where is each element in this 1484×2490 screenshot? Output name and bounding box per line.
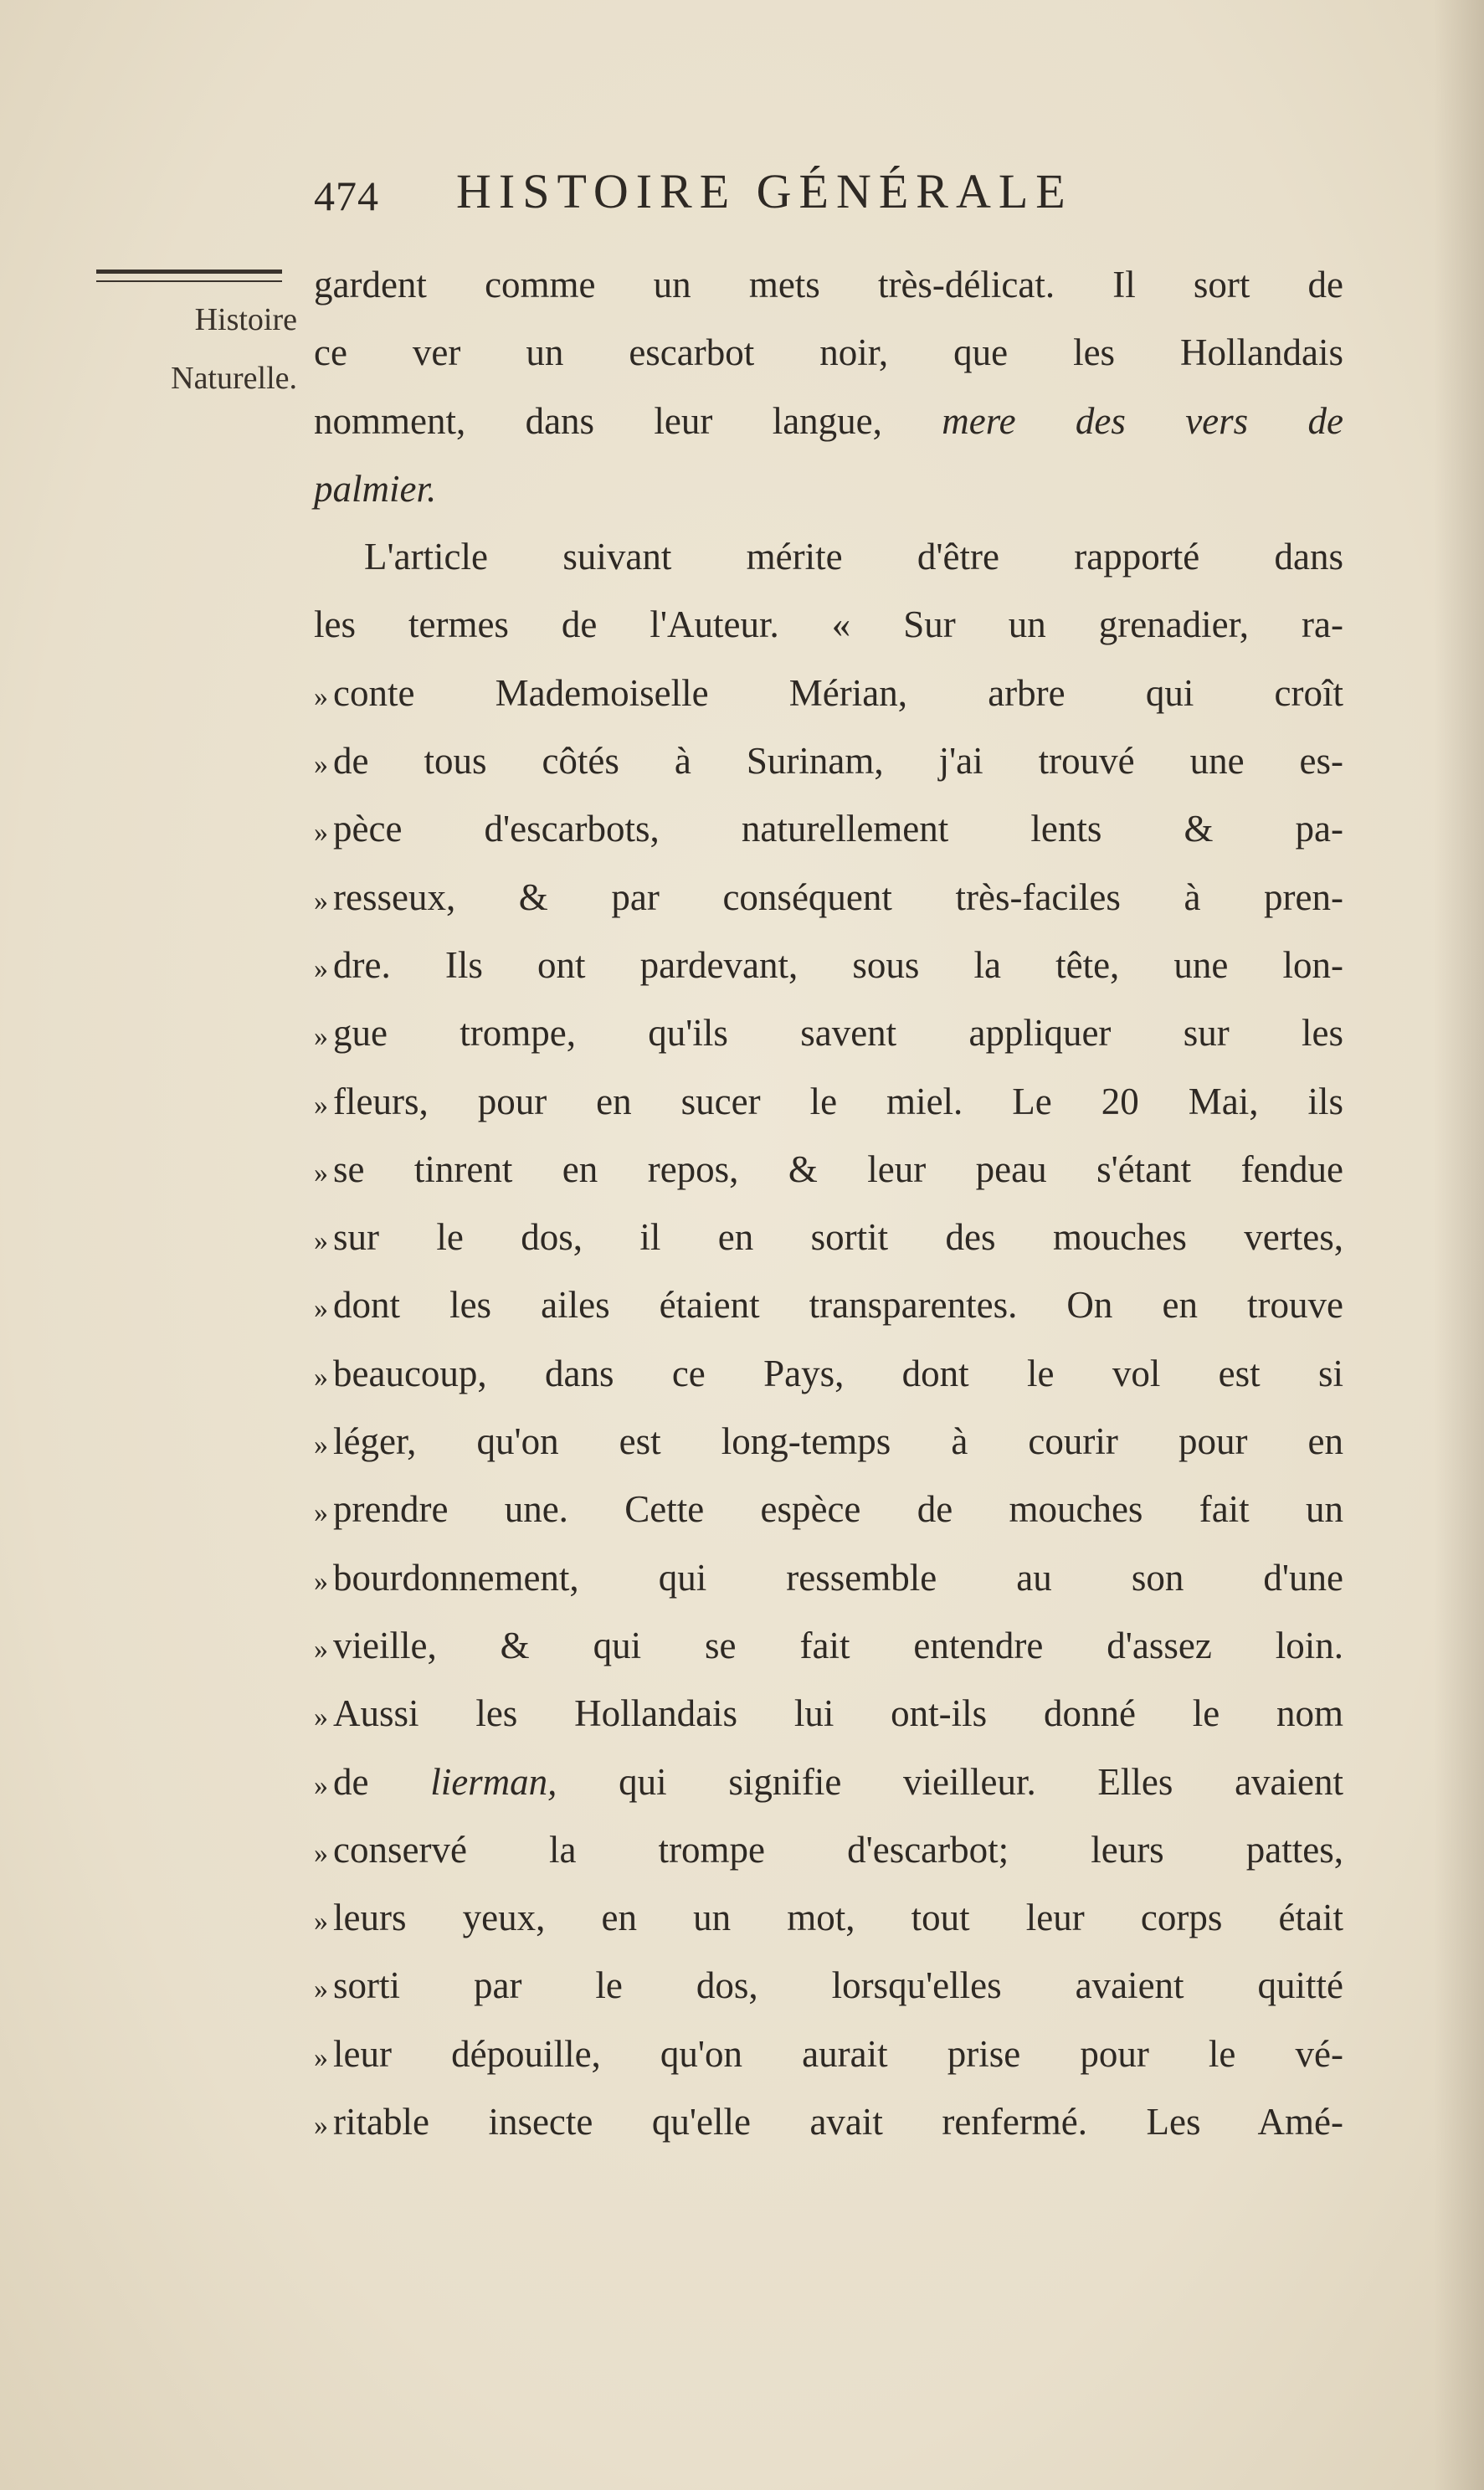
line-text: de	[333, 1760, 369, 1803]
line-text: bourdonnement, qui ressemble au son d'une	[333, 1556, 1343, 1599]
quote-mark: »	[314, 680, 328, 712]
quote-mark: »	[314, 885, 328, 916]
text-line	[314, 1952, 1343, 2020]
line-text: conte Mademoiselle Mérian, arbre qui croît	[333, 671, 1343, 714]
line-text: ritable insecte qu'elle avait renfermé. Les Amé-	[333, 2101, 1343, 2143]
text-line	[314, 1476, 1343, 1543]
line-text: leur dépouille, qu'on aurait prise pour le vé-	[333, 2032, 1343, 2075]
line-text: fleurs, pour en sucer le miel. Le 20 Mai, ils	[333, 1080, 1343, 1122]
line-text: gue trompe, qu'ils savent appliquer sur les	[333, 1012, 1343, 1055]
text-line	[314, 1204, 1343, 1271]
text-line	[314, 727, 1343, 795]
quote-mark: »	[314, 1906, 328, 1938]
quote-mark: »	[314, 1837, 328, 1869]
text-line	[314, 319, 1343, 387]
text-line	[314, 660, 1343, 727]
text-line	[314, 864, 1343, 932]
text-line	[314, 2088, 1343, 2156]
quote-mark: »	[314, 1565, 328, 1597]
quote-mark: »	[314, 817, 328, 849]
gutter-shadow	[1434, 0, 1484, 2490]
line-text: pèce d'escarbots, naturellement lents & pa-	[333, 808, 1343, 850]
line-text: dont les ailes étaient transparentes. On en trouve	[333, 1284, 1343, 1327]
running-header	[314, 155, 1343, 230]
line-text: conservé la trompe d'escarbot; leurs pattes,	[333, 1828, 1343, 1871]
margin-note-line-2: Naturelle.	[171, 361, 297, 396]
margin-note-line-1: Histoire	[194, 302, 297, 337]
line-text: prendre une. Cette espèce de mouches fait un	[333, 1488, 1343, 1531]
text-line	[314, 1544, 1343, 1612]
text-line	[314, 251, 1343, 319]
text-line	[314, 455, 1343, 523]
quote-mark: »	[314, 1702, 328, 1733]
line-text: nomment, dans leur langue,	[314, 399, 882, 442]
quote-mark: »	[314, 1769, 328, 1801]
quote-mark: »	[314, 1497, 328, 1529]
text-line	[314, 1748, 1343, 1816]
quote-mark: »	[314, 2041, 328, 2073]
line-text: L'article suivant mérite d'être rapporté dans	[364, 536, 1343, 578]
quote-mark: »	[314, 1089, 328, 1121]
line-text: vieille, & qui se fait entendre d'assez loin.	[333, 1624, 1343, 1666]
text-line	[314, 1068, 1343, 1136]
line-text: dre. Ils ont pardevant, sous la tête, une lon-	[333, 943, 1343, 986]
running-title: HISTOIRE GÉNÉRALE	[456, 164, 1073, 218]
line-text: ce ver un escarbot noir, que les Hollandais	[314, 331, 1343, 374]
margin-ornament-rule	[96, 270, 282, 282]
text-line	[314, 388, 1343, 455]
page-number: 474	[314, 172, 379, 219]
line-text: léger, qu'on est long-temps à courir pour en	[333, 1420, 1343, 1463]
text-line	[314, 932, 1343, 999]
line-text-tail: qui signifie vieilleur. Elles avaient	[619, 1760, 1344, 1803]
text-line	[314, 591, 1343, 659]
quote-mark: »	[314, 1157, 328, 1189]
quote-mark: »	[314, 2110, 328, 2142]
italic-term: lierman,	[430, 1760, 557, 1803]
text-line	[314, 2020, 1343, 2088]
body-text	[314, 251, 1343, 2156]
quote-mark: »	[314, 1633, 328, 1665]
text-line	[314, 1408, 1343, 1476]
line-text: sorti par le dos, lorsqu'elles avaient quitté	[333, 1964, 1343, 2007]
text-line	[314, 1612, 1343, 1680]
quote-mark: »	[314, 749, 328, 781]
line-text: les termes de l'Auteur. « Sur un grenadier, ra-	[314, 603, 1343, 646]
text-line	[314, 1340, 1343, 1408]
text-line	[314, 1680, 1343, 1748]
line-text: se tinrent en repos, & leur peau s'étant fendue	[333, 1147, 1343, 1190]
italic-term: palmier.	[314, 467, 437, 510]
quote-mark: »	[314, 1361, 328, 1393]
text-line	[314, 1884, 1343, 1952]
quote-mark: »	[314, 1974, 328, 2005]
text-line	[314, 999, 1343, 1067]
quote-mark: »	[314, 1430, 328, 1461]
italic-term: mere des vers de	[942, 399, 1343, 442]
quote-mark: »	[314, 1293, 328, 1325]
line-text: leurs yeux, en un mot, tout leur corps était	[333, 1897, 1343, 1939]
line-text: de tous côtés à Surinam, j'ai trouvé une es-	[333, 740, 1343, 783]
text-line	[314, 1136, 1343, 1204]
text-line	[314, 1816, 1343, 1884]
line-text: resseux, & par conséquent très-faciles à pren-	[333, 875, 1343, 918]
quote-mark: »	[314, 1225, 328, 1257]
line-text: gardent comme un mets très-délicat. Il sort de	[314, 264, 1343, 305]
line-text: Aussi les Hollandais lui ont-ils donné le nom	[333, 1692, 1343, 1735]
text-line	[314, 795, 1343, 863]
line-text: sur le dos, il en sortit des mouches vertes,	[333, 1216, 1343, 1259]
quote-mark: »	[314, 1021, 328, 1053]
text-line	[314, 523, 1343, 591]
text-line	[314, 1271, 1343, 1339]
quote-mark: »	[314, 952, 328, 984]
line-text: beaucoup, dans ce Pays, dont le vol est si	[333, 1352, 1343, 1394]
